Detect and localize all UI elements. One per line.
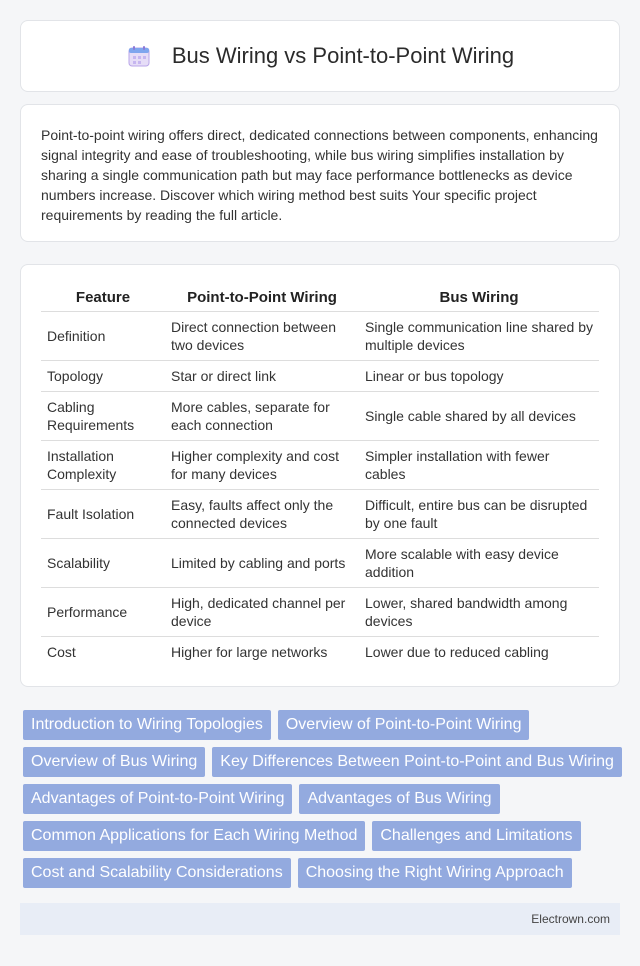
table-cell: More scalable with easy device addition (359, 538, 599, 587)
table-cell: Cost (47, 643, 76, 660)
page-title: Bus Wiring vs Point-to-Point Wiring (171, 43, 515, 68)
table-cell: Linear or bus topology (359, 360, 599, 391)
table-cell: Single communication line shared by multiple devices (359, 311, 599, 360)
intro-text: Point-to-point wiring offers direct, dedicated connections between components, enhancing signal integrity and ease of troubleshooting, while bus wiring simplifies installation by sharing a single communication path but may face performance bottlenecks as device numbers increase. Discover which wiring method best suits Your specific project requirements by reading the full article. (41, 127, 598, 223)
tag-link[interactable]: Cost and Scalability Considerations (23, 858, 291, 888)
tag-link[interactable]: Choosing the Right Wiring Approach (298, 858, 572, 888)
tag-link[interactable]: Advantages of Point-to-Point Wiring (23, 784, 292, 814)
header-bus: Bus Wiring (359, 285, 599, 311)
table-cell: Limited by cabling and ports (165, 538, 359, 587)
table-cell: Lower, shared bandwidth among devices (359, 587, 599, 636)
table-cell: Easy, faults affect only the connected devices (165, 489, 359, 538)
table-cell: High, dedicated channel per device (165, 587, 359, 636)
topic-tags (23, 710, 623, 895)
table-cell: Difficult, entire bus can be disrupted by one fault (359, 489, 599, 538)
tag-link[interactable]: Advantages of Bus Wiring (299, 784, 499, 814)
table-row (41, 391, 599, 440)
table-cell: Direct connection between two devices (165, 311, 359, 360)
tag-link[interactable]: Common Applications for Each Wiring Method (23, 821, 365, 851)
table-row (41, 538, 599, 587)
table-cell: Single cable shared by all devices (359, 391, 599, 440)
tag-link[interactable]: Key Differences Between Point-to-Point and Bus Wiring (212, 747, 622, 777)
tag-row (23, 710, 623, 740)
comparison-table-card (20, 264, 620, 687)
tag-row (23, 784, 623, 814)
table-row (41, 489, 599, 538)
table-cell: Topology (41, 360, 165, 391)
tag-link[interactable]: Introduction to Wiring Topologies (23, 710, 271, 740)
tag-link[interactable]: Challenges and Limitations (372, 821, 580, 851)
table-cell: Performance (41, 587, 165, 636)
header-point-to-point: Point-to-Point Wiring (165, 285, 359, 311)
tag-row (23, 747, 623, 777)
table-cell: Cabling Requirements (41, 391, 165, 440)
table-row (41, 360, 599, 391)
table-cell: Installation Complexity (41, 440, 165, 489)
table-cell: Definition (41, 311, 165, 360)
table-header-row (41, 285, 599, 311)
table-row (41, 587, 599, 636)
table-cell: Lower due to reduced cabling (365, 643, 549, 660)
table-cell: Higher for large networks (171, 643, 328, 660)
tag-link[interactable]: Overview of Point-to-Point Wiring (278, 710, 530, 740)
table-row (41, 311, 599, 360)
table-row (41, 636, 599, 667)
intro-card (20, 104, 620, 242)
table-cell: Star or direct link (165, 360, 359, 391)
table-cell: Fault Isolation (41, 489, 165, 538)
table-cell: Simpler installation with fewer cables (359, 440, 599, 489)
table-cell: Scalability (41, 538, 165, 587)
comparison-table (41, 285, 599, 667)
footer-site-name[interactable]: Electrown.com (531, 912, 610, 926)
footer (20, 903, 620, 935)
title-card (20, 20, 620, 92)
table-row (41, 440, 599, 489)
table-cell: Higher complexity and cost for many devices (165, 440, 359, 489)
calendar-icon (126, 43, 152, 69)
table-cell: More cables, separate for each connection (165, 391, 359, 440)
header-feature: Feature (41, 285, 165, 311)
tag-link[interactable]: Overview of Bus Wiring (23, 747, 205, 777)
tag-row (23, 858, 623, 888)
tag-row (23, 821, 623, 851)
